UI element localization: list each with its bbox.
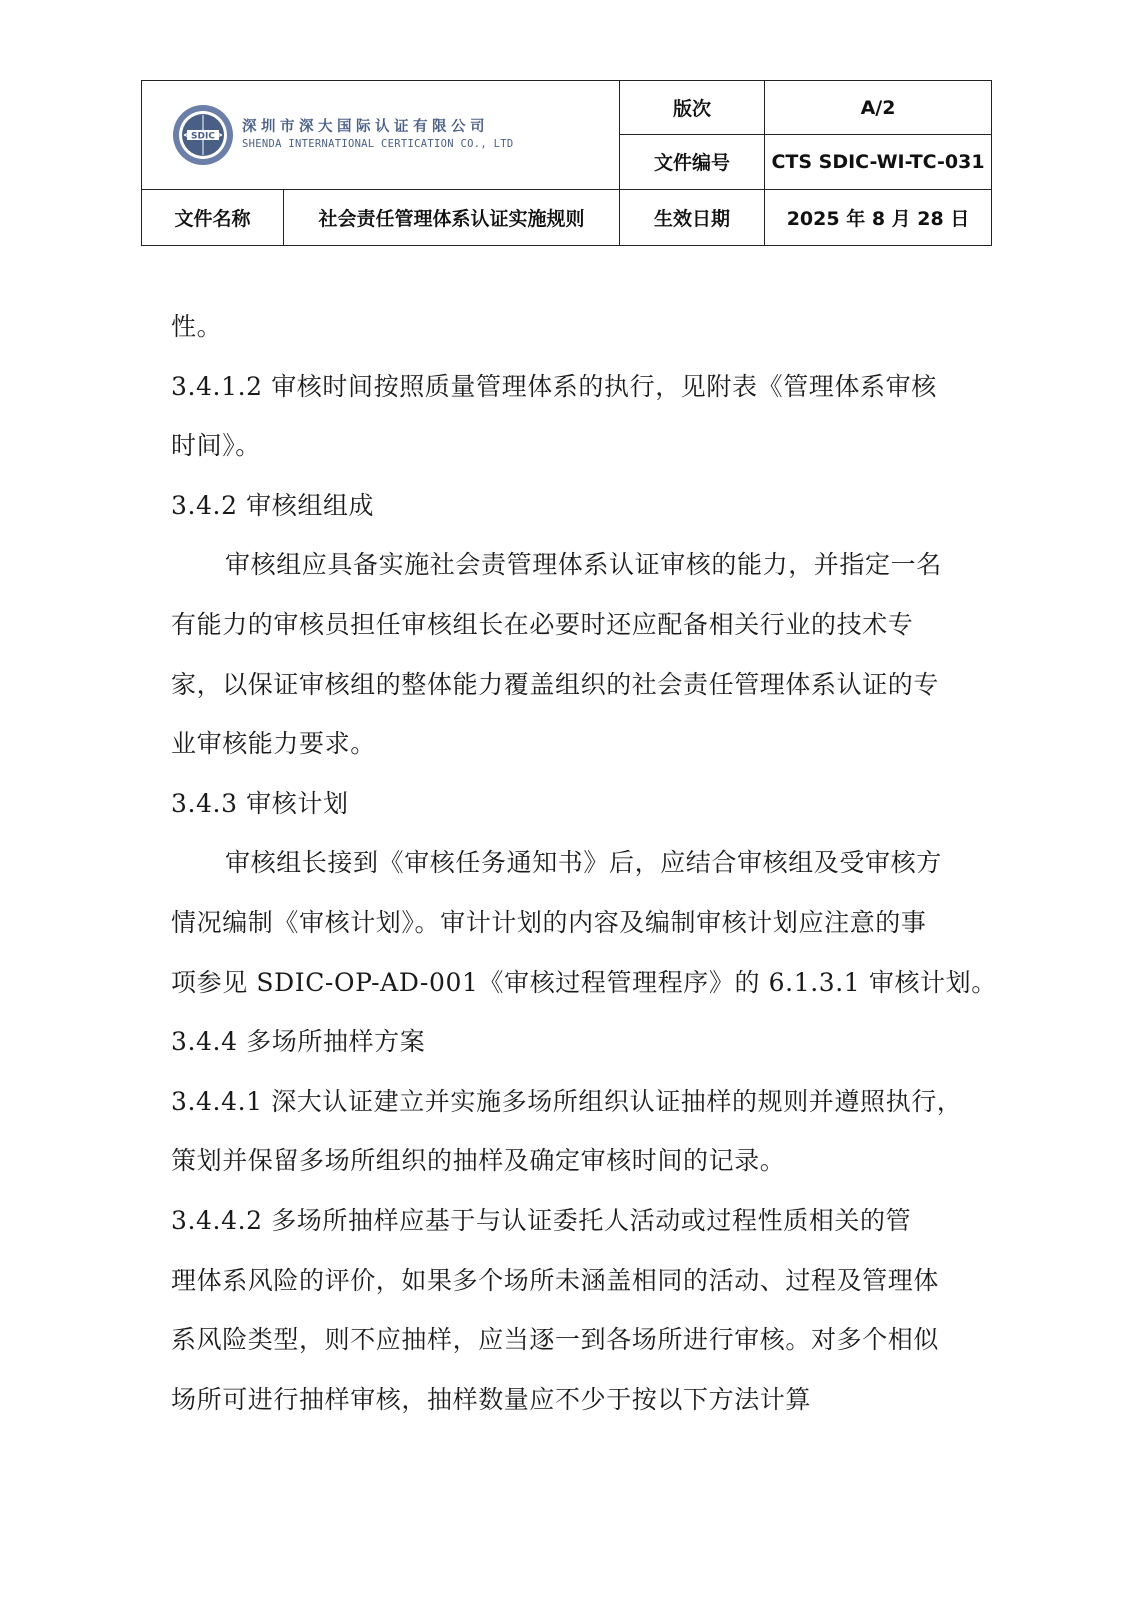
text-line: 3.4.4.1 深大认证建立并实施多场所组织认证抽样的规则并遵照执行， [171,1086,963,1116]
text-line: 场所可进行抽样审核，抽样数量应不少于按以下方法计算 [171,1384,812,1414]
text-line: 家，以保证审核组的整体能力覆盖组织的社会责任管理体系认证的专 [171,669,940,699]
text-line: 理体系风险的评价，如果多个场所未涵盖相同的活动、过程及管理体 [171,1265,940,1295]
company-logo-icon [172,104,234,166]
text-line: 系风险类型，则不应抽样，应当逐一到各场所进行审核。对多个相似 [171,1325,940,1355]
text-line: 性。 [171,312,223,341]
text-line: 3.4.4.2 多场所抽样应基于与认证委托人活动或过程性质相关的管 [171,1205,912,1235]
logo-monogram: SDIC [191,131,215,142]
company-name-en: SHENDA INTERNATIONAL CERTICATION CO., LTD [242,138,514,151]
text-line: 项参见 SDIC-OP-AD-001《审核过程管理程序》的 6.1.3.1 审核计划。 [171,967,997,997]
document-body [171,297,997,1429]
text-line: 策划并保留多场所组织的抽样及确定审核时间的记录。 [171,1146,786,1176]
text-line: 有能力的审核员担任审核组长在必要时还应配备相关行业的技术专 [171,609,914,639]
document-name-label: 文件名称 [142,189,284,245]
text-line: 3.4.1.2 审核时间按照质量管理体系的执行，见附表《管理体系审核 [171,371,937,401]
text-line: 时间》。 [171,431,261,461]
version-label: 版次 [620,81,765,135]
version-value: A/2 [765,81,992,135]
effective-date-value: 2025 年 8 月 28 日 [765,189,992,245]
text-line: 审核组应具备实施社会责管理体系认证审核的能力，并指定一名 [225,550,942,580]
document-number-value: CTS SDIC-WI-TC-031 [765,135,992,189]
section-heading: 3.4.2 审核组组成 [171,490,375,520]
effective-date-label: 生效日期 [620,189,765,245]
document-number-label: 文件编号 [620,135,765,189]
text-line: 情况编制《审核计划》。审计计划的内容及编制审核计划应注意的事 [171,907,927,937]
company-name-cn: 深圳市深大国际认证有限公司 [242,118,489,135]
section-heading: 3.4.4 多场所抽样方案 [171,1027,426,1057]
document-header-table [141,80,992,246]
text-line: 审核组长接到《审核任务通知书》后，应结合审核组及受审核方 [225,848,942,878]
text-line: 业审核能力要求。 [171,729,376,759]
document-name-value: 社会责任管理体系认证实施规则 [284,189,620,245]
company-logo-cell [142,81,620,190]
section-heading: 3.4.3 审核计划 [171,788,349,818]
